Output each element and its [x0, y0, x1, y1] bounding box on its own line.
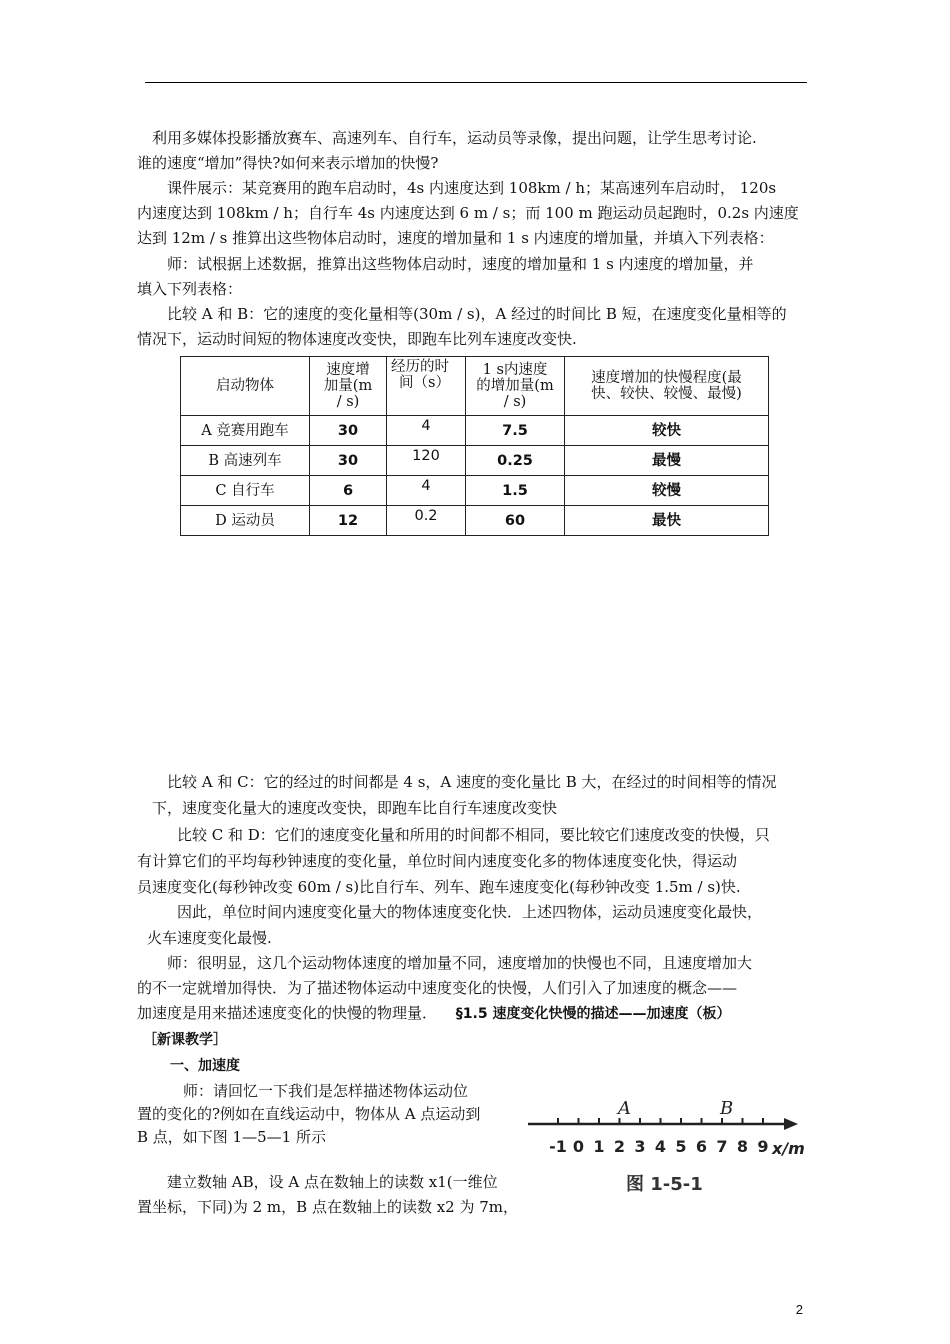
axis-unit-label: x/m [772, 1139, 805, 1158]
paragraph-line: 内速度达到 108km / h；自行车 4s 内速度达到 6 m / s；而 100 m 跑运动员起跑时，0.2s 内速度 [137, 204, 799, 222]
header-cell: 速度增加的快慢程度(最 快、较快、较慢、最慢) [565, 357, 769, 416]
paragraph-line: 比较 A 和 B：它的速度的变化量相等(30m / s)，A 经过的时间比 B 短，在速度变化量相等的 [167, 305, 787, 323]
delta-v-cell: 30 [310, 416, 387, 446]
paragraph-line: 情况下，运动时间短的物体速度改变快，即跑车比列车速度改变快. [137, 330, 577, 348]
speed-increase-table [180, 356, 769, 536]
paragraph-line: 课件展示：某竞赛用的跑车启动时，4s 内速度达到 108km / h；某高速列车启动时， 120s [167, 179, 777, 197]
per-second-cell: 7.5 [466, 416, 565, 446]
paragraph-line: 比较 C 和 D：它们的速度变化量和所用的时间都不相同，要比较它们速度改变的快慢，只 [177, 826, 770, 844]
paragraph-line: 达到 12m / s 推算出这些物体启动时，速度的增加量和 1 s 内速度的增加量，并填入下列表格： [137, 229, 774, 247]
axis-tick-label: 3 [634, 1137, 646, 1156]
table-row [181, 476, 769, 506]
paragraph-line: 因此，单位时间内速度变化量大的物体速度变化快．上述四物体，运动员速度变化最快， [177, 903, 763, 921]
paragraph-line: 火车速度变化最慢. [147, 929, 272, 947]
time-cell: 120 [387, 446, 466, 476]
table-row [181, 416, 769, 446]
paragraph-line: 师：试根据上述数据，推算出这些物体启动时，速度的增加量和 1 s 内速度的增加量，并 [167, 255, 754, 273]
header-cell: 速度增 加量(m / s) [310, 357, 387, 416]
axis-tick-label: 2 [613, 1137, 626, 1156]
axis-tick-label: 1 [593, 1137, 605, 1156]
paragraph-line [137, 1003, 730, 1024]
axis-tick-label: 6 [695, 1137, 708, 1156]
per-second-cell: 1.5 [466, 476, 565, 506]
axis-tick-label: 4 [654, 1137, 667, 1156]
paragraph-line: B 点，如下图 1—5—1 所示 [137, 1128, 326, 1146]
page-number: 2 [795, 1302, 803, 1317]
paragraph-line: 比较 A 和 C：它的经过的时间都是 4 s，A 速度的变化量比 B 大，在经过的时间相等的情况 [167, 773, 777, 791]
paragraph-line: 师：请回忆一下我们是怎样描述物体运动位 [183, 1082, 469, 1100]
axis-tick-label: 5 [675, 1137, 687, 1156]
number-line-figure [522, 1080, 812, 1200]
table-row [181, 506, 769, 536]
per-second-cell: 60 [466, 506, 565, 536]
delta-v-cell: 12 [310, 506, 387, 536]
object-cell: C 自行车 [181, 476, 310, 506]
per-second-cell: 0.25 [466, 446, 565, 476]
table-header-row [181, 357, 769, 416]
paragraph-line: 填入下列表格： [137, 280, 243, 298]
paragraph-line: 的不一定就增加得快．为了描述物体运动中速度变化的快慢，人们引入了加速度的概念—— [137, 979, 738, 997]
paragraph-line: 置坐标，下同)为 2 m，B 点在数轴上的读数 x2 为 7m， [137, 1198, 519, 1216]
time-cell: 4 [387, 416, 466, 446]
rank-cell: 最慢 [565, 446, 769, 476]
rank-cell: 较慢 [565, 476, 769, 506]
axis-tick-label: 0 [572, 1137, 585, 1156]
paragraph-line: 建立数轴 AB，设 A 点在数轴上的读数 x1(一维位 [167, 1173, 498, 1191]
paragraph-line: 置的变化的?例如在直线运动中，物体从 A 点运动到 [137, 1105, 481, 1123]
object-cell: A 竞赛用跑车 [181, 416, 310, 446]
header-cell: 经历的时 间（s） [387, 357, 466, 416]
subsection-heading: 一、加速度 [170, 1058, 240, 1074]
paragraph-line: 利用多媒体投影播放赛车、高速列车、自行车，运动员等录像，提出问题，让学生思考讨论. [152, 129, 757, 147]
header-cell: 1 s内速度 的增加量(m / s) [466, 357, 565, 416]
delta-v-cell: 30 [310, 446, 387, 476]
header-cell: 启动物体 [181, 357, 310, 416]
time-cell: 4 [387, 476, 466, 506]
header-rule [145, 82, 807, 83]
axis-tick-label: -1 [549, 1137, 567, 1156]
section-heading-acceleration: §1.5 速度变化快慢的描述——加速度（板） [455, 1006, 731, 1022]
point-a-label: A [618, 1098, 631, 1119]
point-b-label: B [720, 1098, 734, 1119]
object-cell: B 高速列车 [181, 446, 310, 476]
paragraph-line: 师：很明显，这几个运动物体速度的增加量不同，速度增加的快慢也不同，且速度增加大 [167, 954, 753, 972]
table-row [181, 446, 769, 476]
paragraph-line: 有计算它们的平均每秒钟速度的变化量，单位时间内速度变化多的物体速度变化快，得运动 [137, 852, 738, 870]
figure-caption: 图 1-5-1 [626, 1174, 703, 1195]
paragraph-line: 下，速度变化量大的速度改变快，即跑车比自行车速度改变快 [152, 799, 558, 817]
axis-tick-label: 8 [736, 1137, 749, 1156]
axis-tick-label: 7 [716, 1137, 728, 1156]
object-cell: D 运动员 [181, 506, 310, 536]
rank-cell: 较快 [565, 416, 769, 446]
rank-cell: 最快 [565, 506, 769, 536]
time-cell: 0.2 [387, 506, 466, 536]
axis-arrow [784, 1118, 798, 1130]
new-lesson-heading: ［新课教学］ [143, 1032, 227, 1048]
paragraph-line: 员速度变化(每秒钟改变 60m / s)比自行车、列车、跑车速度变化(每秒钟改变 1.5m / s)快. [137, 878, 741, 896]
axis-tick-label: 9 [757, 1137, 769, 1156]
delta-v-cell: 6 [310, 476, 387, 506]
paragraph-line: 谁的速度“增加”得快?如何来表示增加的快慢? [137, 154, 439, 172]
acceleration-definition: 加速度是用来描述速度变化的快慢的物理量． [137, 1004, 438, 1022]
